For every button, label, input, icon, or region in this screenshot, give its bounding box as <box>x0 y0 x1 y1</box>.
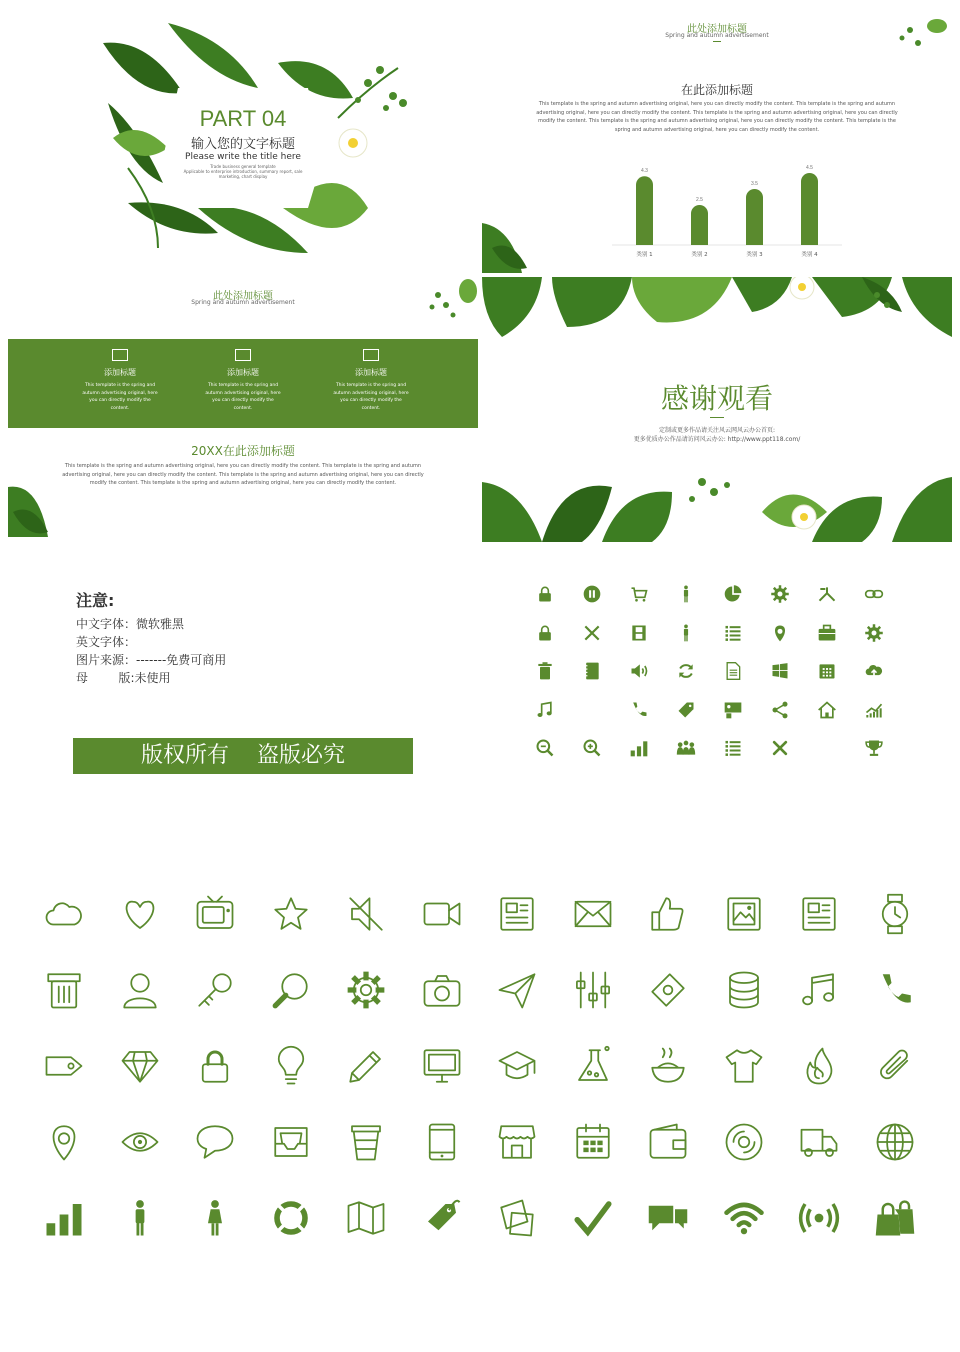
person-icon <box>676 623 696 643</box>
camera-icon <box>421 969 463 1011</box>
contact-line-2: 更多优质办公作品请访问风云办公: http://www.ppt118.com/ <box>633 436 801 443</box>
document-icon <box>723 661 743 681</box>
woman-icon <box>194 1197 236 1239</box>
tools-icon <box>582 623 602 643</box>
thanks-title: 感谢观看 <box>660 382 773 415</box>
category-label: 类别 1 <box>636 252 653 258</box>
label-icon <box>421 1197 463 1239</box>
chart-bar <box>801 173 818 245</box>
film-icon <box>629 623 649 643</box>
category-label: 类别 4 <box>801 252 818 258</box>
chart-icon <box>363 349 379 361</box>
lightbulb-icon <box>817 738 837 758</box>
monitor-icon <box>421 1045 463 1087</box>
slide-title-en: Please write the title here <box>185 152 301 162</box>
flame-icon <box>798 1045 840 1087</box>
list-icon <box>723 738 743 758</box>
sliders-icon <box>572 969 614 1011</box>
bar-chart-icon <box>629 738 649 758</box>
store-icon <box>496 1121 538 1163</box>
image-icon <box>112 349 128 361</box>
slide-part-04 <box>8 8 478 273</box>
tv-icon <box>194 893 236 935</box>
contact-line-1: 定制或更多作品请关注风云网风云办公首页: <box>658 427 776 434</box>
truck-icon <box>798 1121 840 1163</box>
divider <box>710 417 724 418</box>
calendar-grid-icon <box>572 1121 614 1163</box>
disc-icon <box>723 1121 765 1163</box>
small-caption: Trade business general template Applicable to enterprise introduction, summary report, sale marketing, chart display <box>183 164 303 179</box>
envelope-icon <box>572 893 614 935</box>
slide-title-cn: 输入您的文字标题 <box>190 137 295 152</box>
card-title: 添加标题 <box>355 368 387 377</box>
divider <box>713 41 721 42</box>
bar-value-label: 2.5 <box>696 197 703 203</box>
line-chart-icon <box>864 700 884 720</box>
coffee-cup-icon <box>345 1121 387 1163</box>
slide-chart <box>482 8 952 273</box>
photos-icon <box>496 1197 538 1239</box>
price-tag-icon <box>43 1045 85 1087</box>
list-icon <box>723 623 743 643</box>
slide-title-cn: 此处添加标题 <box>687 24 747 35</box>
card <box>203 349 283 412</box>
database-icon <box>723 969 765 1011</box>
card-text: This template is the spring and autumn advertising original, here you can directly modify the content. <box>205 383 281 411</box>
wifi-icon <box>723 1197 765 1239</box>
mute-icon <box>345 893 387 935</box>
bar-value-label: 4.3 <box>641 168 648 175</box>
group-icon <box>676 738 696 758</box>
share-icon <box>770 700 790 720</box>
category-label: 类别 3 <box>746 252 763 258</box>
checkmark-icon <box>572 1197 614 1239</box>
copyright-text: 版权所有 盗版必究 <box>141 743 345 768</box>
pie-chart-icon <box>723 584 743 604</box>
close-icon <box>770 738 790 758</box>
diamond-icon <box>119 1045 161 1087</box>
key-icon <box>194 969 236 1011</box>
bar-value-label: 4.5 <box>806 165 813 171</box>
notes-line: 图片来源：-------免费可商用 <box>76 653 227 667</box>
thumbs-up-icon <box>647 893 689 935</box>
location-icon <box>43 1121 85 1163</box>
phone-icon <box>629 700 649 720</box>
refresh-icon <box>676 661 696 681</box>
zoom-in-icon <box>582 738 602 758</box>
notes-heading: 注意: <box>76 591 115 610</box>
bar-value-label: 3.5 <box>751 181 758 187</box>
section-paragraph: This template is the spring and autumn advertising original, here you can directly modify the content. This template is the spring and autumn advertising original, here you can directly modify the content. This template is the spring and autumn advertising original, here you can directly modify the content. This template is the spring and autumn advertising original, here you can directly modify the content. <box>62 463 424 486</box>
image-icon <box>723 893 765 935</box>
slide-title-en: Spring and autumn advertisement <box>665 32 769 39</box>
settings-icon <box>345 969 387 1011</box>
contact-icon <box>235 349 251 361</box>
slide-thanks <box>482 277 952 542</box>
notes-block <box>76 588 376 687</box>
trash-bin-icon <box>43 969 85 1011</box>
briefcase-icon <box>817 623 837 643</box>
slide-cards <box>8 277 478 542</box>
paper-plane-icon <box>496 969 538 1011</box>
arrows-split-icon <box>817 584 837 604</box>
notes-line: 母 版:未使用 <box>76 671 171 685</box>
cloud-upload-icon <box>864 661 884 681</box>
card-text: This template is the spring and autumn advertising original, here you can directly modify the content. <box>82 383 158 411</box>
card-text: This template is the spring and autumn advertising original, here you can directly modify the content. <box>333 383 409 411</box>
green-band <box>8 339 478 428</box>
gear-icon <box>770 584 790 604</box>
wallet-icon <box>647 1121 689 1163</box>
chart-bar <box>636 176 653 245</box>
graduation-cap-icon <box>496 1045 538 1087</box>
calendar-icon <box>817 661 837 681</box>
link-icon <box>864 584 884 604</box>
card-title: 添加标题 <box>227 368 259 377</box>
paperclip-icon <box>874 1045 916 1087</box>
section-subtitle: 20XX在此添加标题 <box>191 444 295 458</box>
chart-title: 在此添加标题 <box>680 83 753 97</box>
user-icon <box>119 969 161 1011</box>
tag-icon <box>676 700 696 720</box>
food-bowl-icon <box>647 1045 689 1087</box>
magnifier-icon <box>270 969 312 1011</box>
person-pointing-icon <box>676 584 696 604</box>
watch-icon <box>874 893 916 935</box>
money-icon <box>647 969 689 1011</box>
chart-bar <box>691 205 708 245</box>
speech-bubble-icon <box>194 1121 236 1163</box>
card <box>331 349 411 412</box>
lifebuoy-icon <box>270 1197 312 1239</box>
gears-icon <box>864 623 884 643</box>
mail-icon <box>582 700 602 720</box>
man-icon <box>119 1197 161 1239</box>
video-camera-icon <box>421 893 463 935</box>
chart-paragraph: This template is the spring and autumn advertising original, here you can directly modify the content. This template is the spring and autumn advertising original, here you can directly modify the content. This template is the spring and autumn advertising original, here you can directly modify the content. This template is the spring and autumn advertising original, here you can directly modify the content. This template is the spring and autumn advertising original, here you can directly modify the content. <box>536 101 898 133</box>
signal-bars-icon <box>43 1197 85 1239</box>
shopping-bags-icon <box>874 1197 916 1239</box>
presenter-icon <box>723 700 743 720</box>
trash-icon <box>535 661 555 681</box>
flask-icon <box>572 1045 614 1087</box>
card-title: 添加标题 <box>104 368 136 377</box>
pause-icon <box>582 584 602 604</box>
slide-title-cn: 此处添加标题 <box>213 291 273 302</box>
broadcast-icon <box>798 1197 840 1239</box>
chat-icon <box>647 1197 689 1239</box>
lock-icon <box>535 584 555 604</box>
trophy-icon <box>864 738 884 758</box>
map-icon <box>345 1197 387 1239</box>
clock-icon <box>535 623 555 643</box>
inbox-icon <box>270 1121 312 1163</box>
map-pin-icon <box>770 623 790 643</box>
slide-title-en: Spring and autumn advertisement <box>191 299 295 306</box>
eye-icon <box>119 1121 161 1163</box>
star-icon <box>270 893 312 935</box>
zoom-out-icon <box>535 738 555 758</box>
newspaper-icon <box>496 893 538 935</box>
tshirt-icon <box>723 1045 765 1087</box>
copyright-banner <box>73 738 413 774</box>
home-icon <box>817 700 837 720</box>
notes-line: 中文字体：微软雅黑 <box>76 617 185 631</box>
notebook-icon <box>582 661 602 681</box>
card <box>80 349 160 412</box>
notes-line: 英文字体： <box>76 635 137 649</box>
tablet-icon <box>421 1121 463 1163</box>
chart-bar <box>746 189 763 245</box>
bar-chart <box>607 153 847 263</box>
music-icon <box>535 700 555 720</box>
bulb-icon <box>270 1045 312 1087</box>
windows-icon <box>770 661 790 681</box>
speaker-icon <box>629 661 649 681</box>
megaphone-icon <box>874 969 916 1011</box>
cloud-icon <box>43 893 85 935</box>
music-note-icon <box>798 969 840 1011</box>
part-title: PART 04 <box>199 106 287 131</box>
news-article-icon <box>798 893 840 935</box>
category-label: 类别 2 <box>691 252 708 258</box>
pencil-icon <box>345 1045 387 1087</box>
cart-icon <box>629 584 649 604</box>
padlock-icon <box>194 1045 236 1087</box>
globe-icon <box>874 1121 916 1163</box>
heart-icon <box>119 893 161 935</box>
